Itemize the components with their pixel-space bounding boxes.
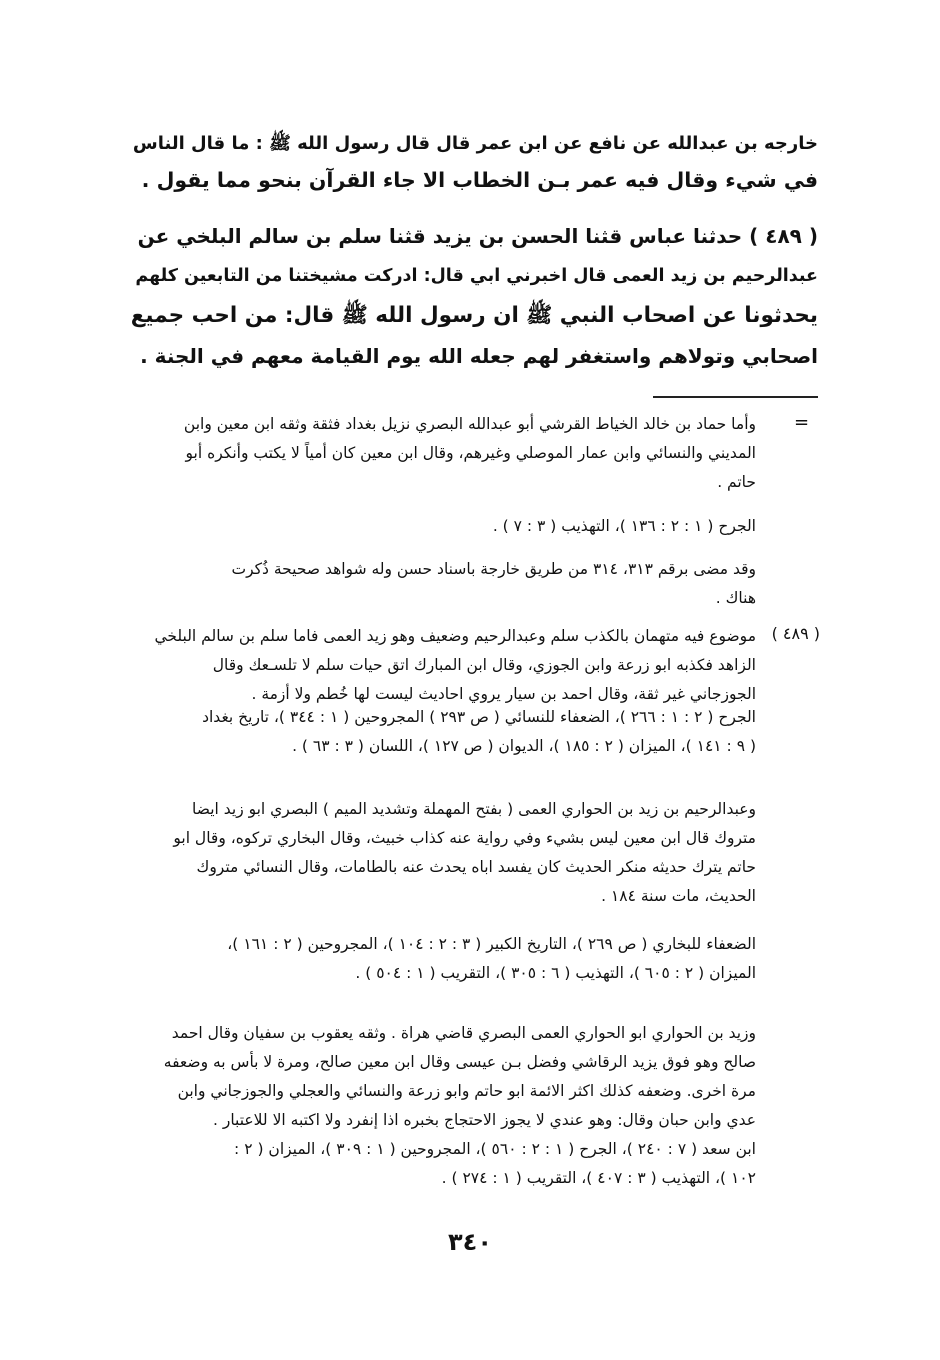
text-line: وزيد بن الحواري ابو الحواري العمى البصري قاضي هراة . وثقه يعقوب بن سفيان وقال احمد [171, 1024, 756, 1042]
footnote-paragraph [126, 622, 756, 709]
text-line: ( ٩ : ١٤١ )، الميزان ( ٢ : ١٨٥ )، الديوان ( ص ١٢٧ )، اللسان ( ٣ : ٦٣ ) . [292, 737, 756, 755]
footnote-paragraph [126, 555, 756, 613]
text-line: حاتم يترك حديثه منكر الحديث كان يفسد اباه يحدث عنه بالطامات، وقال النسائي متروك [196, 858, 756, 876]
footnote-paragraph [126, 410, 756, 497]
text-line: وعبدالرحيم بن زيد بن الحواري العمى ( بفتح المهملة وتشديد الميم ) البصري ابو زيد ايضا [192, 800, 756, 818]
text-line: المديني والنسائي وابن عمار الموصلي وغيرهم، وقال ابن معين كان أمياً لا يكتب وأنكره أبو [185, 444, 756, 462]
footnote-reference-line [126, 703, 756, 761]
text-line: الجرح ( ١ : ٢ : ١٣٦ )، التهذيب ( ٣ : ٧ ) . [492, 517, 756, 535]
text-line: عدي وابن حبان وقال: وهو عندي لا يجوز الاحتجاج بخبره اذا إنفرد ولا اكتبه الا للاعتبار . [213, 1111, 756, 1129]
text-line: الزاهد فكذبه ابو زرعة وابن الجوزي، وقال ابن المبارك اتق حيات سلم لا تلسـعك وقال [212, 656, 756, 674]
text-line: موضوع فيه متهمان بالكذب سلم وعبدالرحيم وضعيف وهو زيد العمى فاما سلم بن سالم البلخي [154, 627, 756, 645]
text-line: وقد مضى برقم ٣١٣، ٣١٤ من طريق خارجة باسناد حسن وله شواهد صحيحة ذُكرت [231, 560, 756, 578]
text-line: الضعفاء للبخاري ( ص ٢٦٩ )، التاريخ الكبير ( ٣ : ٢ : ١٠٤ )، المجروحين ( ٢ : ١٦١ )، [227, 935, 756, 953]
footnote-number: ( ٤٨٩ ) [771, 624, 820, 643]
text-line: في شيء وقال فيه عمر بـن الخطاب الا جاء القرآن بنحو مما يقول . [141, 168, 818, 192]
footnote-reference-line [126, 1135, 756, 1193]
text-line: ( ٤٨٩ ) حدثنا عباس قثنا الحسن بن يزيد قثنا سلم بن سالم البلخي عن [137, 224, 818, 248]
text-line: وأما حماد بن خالد الخياط القرشي أبو عبدالله البصري نزيل بغداد فثقة وثقه ابن معين وابن [183, 415, 756, 433]
footnote-reference-line [126, 512, 756, 541]
text-line: ابن سعد ( ٧ : ٢٤٠ )، الجرح ( ١ : ٢ : ٥٦٠ )، المجروحين ( ١ : ٣٠٩ )، الميزان ( ٢ : [234, 1140, 756, 1158]
text-line: يحدثونا عن اصحاب النبي ﷺ ان رسول الله ﷺ قال: من احب جميع [130, 303, 818, 328]
text-line: اصحابي وتولاهم واستغفر لهم جعله الله يوم القيامة معهم في الجنة . [140, 344, 818, 368]
footnote-paragraph [126, 795, 756, 911]
text-line: الميزان ( ٢ : ٦٠٥ )، التهذيب ( ٦ : ٣٠٥ )، التقريب ( ١ : ٥٠٤ ) . [355, 964, 756, 982]
footnote-reference-line [126, 930, 756, 988]
text-line: مرة اخرى. وضعفه كذلك اكثر الائمة ابو حاتم وابو زرعة والنسائي والعجلي والجوزجاني وابن [177, 1082, 756, 1100]
text-line: الجوزجاني غير ثقة، وقال احمد بن سيار يروي احاديث ليست لها خُطم ولا أزمة . [251, 685, 756, 703]
text-line: ١٠٢ )، التهذيب ( ٣ : ٤٠٧ )، التقريب ( ١ : ٢٧٤ ) . [441, 1169, 756, 1187]
text-line: حاتم . [717, 473, 756, 491]
main-paragraph-1 [128, 126, 818, 198]
text-line: هناك . [715, 589, 756, 607]
main-paragraph-2 [128, 218, 818, 374]
text-line: خارجه بن عبدالله عن نافع عن ابن عمر قال قال رسول الله ﷺ : ما قال الناس [132, 133, 818, 154]
footnote-continuation-marker: = [794, 412, 810, 433]
footnote-separator [653, 396, 818, 398]
text-line: الحديث، مات سنة ١٨٤ . [601, 887, 756, 905]
text-line: عبدالرحيم بن زيد العمى قال اخبرني ابي قال: ادركت مشيختنا من التابعين كلهم [135, 266, 818, 286]
footnote-paragraph [126, 1019, 756, 1135]
text-line: الجرح ( ٢ : ١ : ٢٦٦ )، الضعفاء للنسائي ( ص ٢٩٣ ) المجروحين ( ١ : ٣٤٤ )، تاريخ بغداد [202, 708, 756, 726]
text-line: متروك قال ابن معين ليس بشيء وفي رواية عنه كذاب خبيث، وقال البخاري تركوه، وقال ابو [173, 829, 756, 847]
text-line: صالح وهو فوق يزيد الرقاشي وفضل بـن عيسى وقال ابن معين صالح، ومرة لا بأس به وضعفه [163, 1053, 756, 1071]
page-number: ٣٤٠ [448, 1228, 492, 1256]
